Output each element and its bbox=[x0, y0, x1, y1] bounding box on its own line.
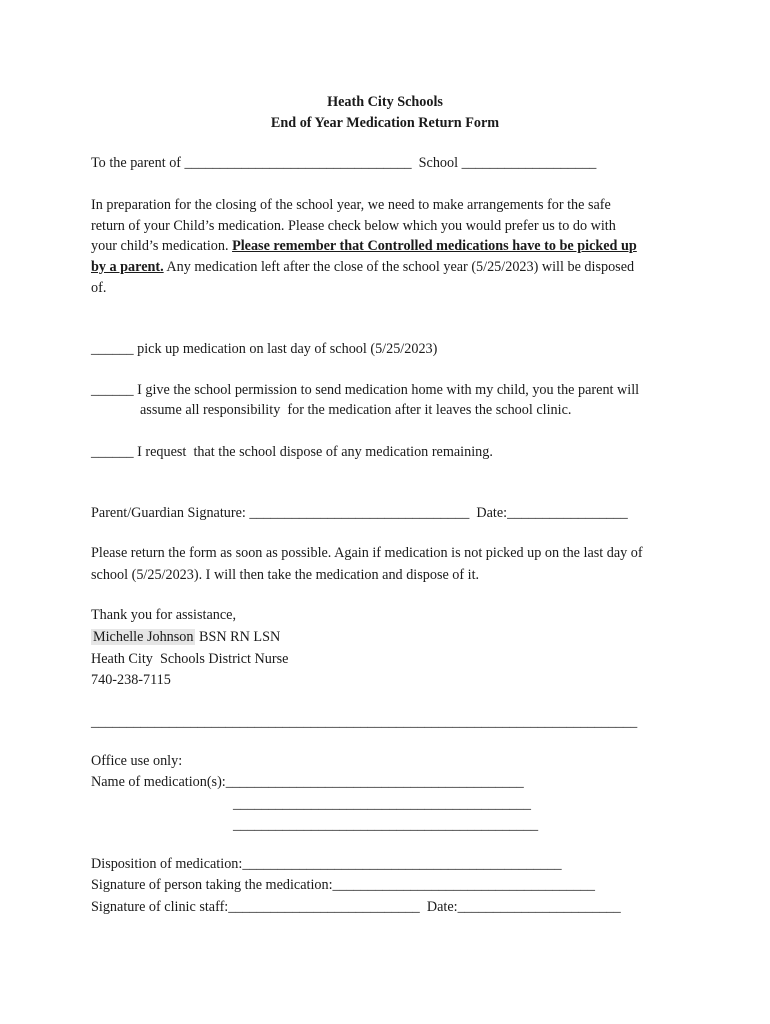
intro-line-5: of. bbox=[91, 280, 107, 296]
nurse-phone: 740-238-7115 bbox=[91, 672, 171, 688]
option-dispose: ______ I request that the school dispose of any medication remaining. bbox=[91, 444, 493, 460]
org-name: Heath City Schools bbox=[327, 94, 443, 110]
intro-line-4-text: Any medication left after the close of the school year (5/25/2023) will be disposed bbox=[163, 259, 635, 275]
nurse-credentials: BSN RN LSN bbox=[195, 629, 281, 645]
thanks-line: Thank you for assistance, bbox=[91, 607, 236, 623]
medication-names-line-3: ___________________________________________ bbox=[233, 817, 539, 833]
return-note-line-2: school (5/25/2023). I will then take the medication and dispose of it. bbox=[91, 567, 480, 583]
option-send-home-cont: assume all responsibility for the medication after it leaves the school clinic. bbox=[140, 402, 572, 418]
parent-signature-line: Parent/Guardian Signature: _______________________________ Date:_________________ bbox=[91, 505, 628, 521]
clinic-staff-signature-line: Signature of clinic staff:___________________________ Date:_______________________ bbox=[91, 899, 621, 915]
disposition-line: Disposition of medication:_____________________________________________ bbox=[91, 856, 562, 872]
intro-line-3 bbox=[91, 236, 637, 257]
medication-names-line-2: __________________________________________ bbox=[233, 796, 531, 812]
divider-line: _____________________________________________________________________________ bbox=[91, 714, 638, 730]
controlled-med-warning: Please remember that Controlled medications have to be picked up bbox=[232, 238, 637, 254]
to-parent-line: To the parent of ________________________________ School ___________________ bbox=[91, 155, 597, 171]
return-note-line-1: Please return the form as soon as possible. Again if medication is not picked up on the last day of bbox=[91, 545, 643, 561]
taker-signature-line: Signature of person taking the medication:_____________________________________ bbox=[91, 877, 595, 893]
intro-line-3-text: your child’s medication. bbox=[91, 238, 233, 254]
intro-line-1: In preparation for the closing of the school year, we need to make arrangements for the safe bbox=[91, 197, 611, 213]
by-parent-warning: by a parent. bbox=[91, 259, 164, 275]
office-use-heading: Office use only: bbox=[91, 753, 183, 769]
form-title: End of Year Medication Return Form bbox=[270, 115, 500, 131]
option-pickup: ______ pick up medication on last day of school (5/25/2023) bbox=[91, 341, 438, 357]
nurse-name: Michelle Johnson bbox=[93, 629, 194, 645]
intro-line-4 bbox=[91, 257, 634, 278]
medication-names-line: Name of medication(s):__________________________________________ bbox=[91, 774, 524, 790]
option-send-home: ______ I give the school permission to send medication home with my child, you the parent will bbox=[91, 382, 640, 398]
nurse-title: Heath City Schools District Nurse bbox=[91, 651, 289, 667]
nurse-name-line bbox=[91, 627, 280, 648]
intro-line-2: return of your Child’s medication. Please check below which you would prefer us to do with bbox=[91, 218, 616, 234]
